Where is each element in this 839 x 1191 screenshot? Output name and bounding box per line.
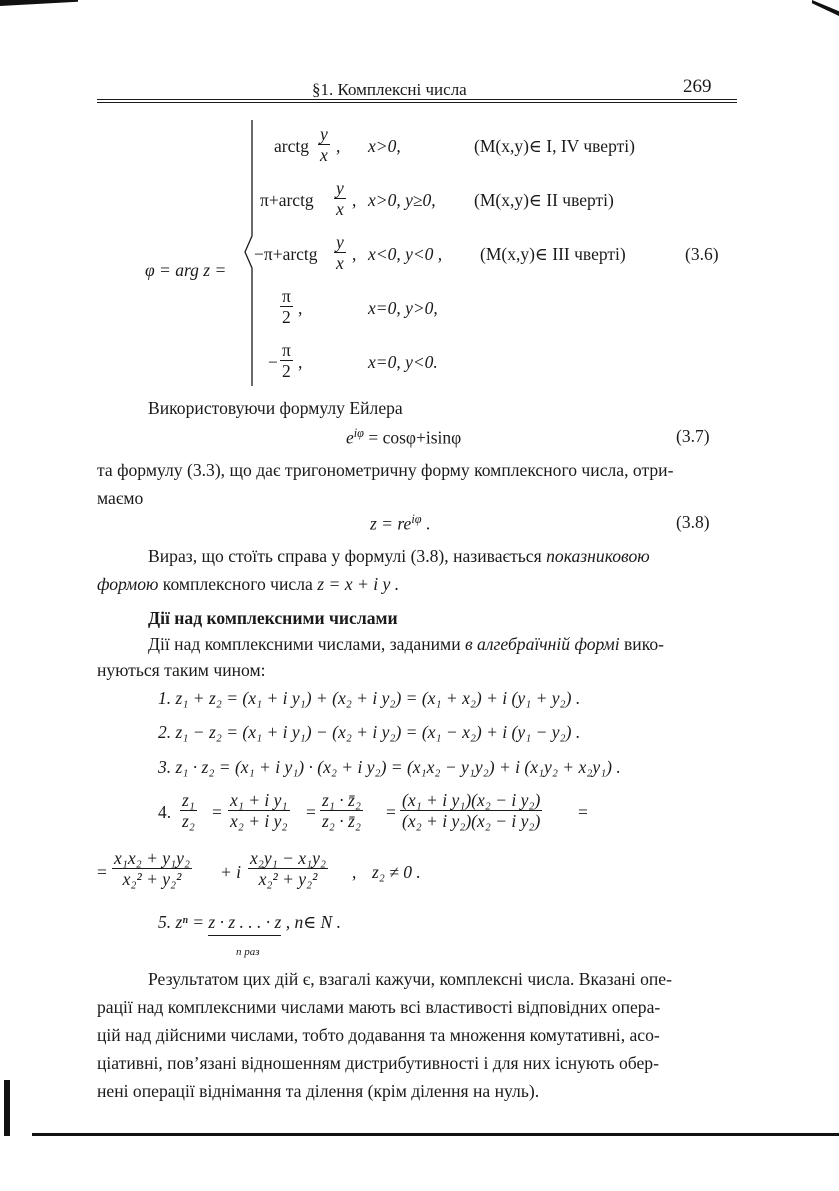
header-rule bbox=[97, 99, 737, 100]
case5-condition: x=0, y<0. bbox=[368, 352, 438, 372]
case5-frac-den: 2 bbox=[282, 361, 291, 382]
case5-frac-num: π bbox=[282, 340, 291, 360]
op4-frac3-den: z₂ · z̄₂ bbox=[322, 811, 361, 832]
op4-cont-frac2-den: x₂² + y₂² bbox=[258, 869, 318, 890]
case5-comma: , bbox=[298, 352, 303, 372]
eq37-exponent: iφ bbox=[353, 426, 364, 440]
case3-frac-den: x bbox=[336, 253, 344, 274]
case1-quadrant: (M(x,y)∈ I, IV чверті) bbox=[474, 136, 635, 156]
eq38-lhs: z = re bbox=[370, 513, 412, 534]
case2-frac-den: x bbox=[336, 199, 344, 220]
case4-frac-num: π bbox=[282, 286, 291, 306]
case3-comma: , bbox=[352, 244, 357, 264]
case3-condition: x<0, y<0 , bbox=[368, 244, 443, 264]
scan-mark-left bbox=[4, 1080, 10, 1136]
section-heading: Дії над комплексними числами bbox=[148, 608, 398, 628]
eq37-formula bbox=[346, 426, 461, 449]
case2-func: π+arctg bbox=[260, 190, 314, 210]
op4-frac1-num: z₁ bbox=[182, 790, 195, 810]
case4-condition: x=0, y>0, bbox=[368, 298, 438, 318]
eq38-number: (3.8) bbox=[676, 512, 710, 532]
op4-eq3: = bbox=[386, 802, 396, 822]
operation-multiplication: 3. z₁ · z₂ = (x₁ + i y₁) · (x₂ + i y₂) = (x₁x₂ − y₁y₂) + i (x₁y₂ + x₂y₁) . bbox=[158, 757, 621, 777]
op5-underbrace-label: n раз bbox=[236, 946, 260, 958]
ops-intro-line1-italic: в алгебраїчній формі bbox=[465, 634, 620, 654]
header-rule-second bbox=[97, 102, 737, 103]
case5-minus: − bbox=[268, 352, 278, 372]
exp-form-line1 bbox=[148, 542, 650, 570]
case1-comma: , bbox=[336, 136, 341, 156]
op4-eq1: = bbox=[212, 802, 222, 822]
eq36-number: (3.6) bbox=[685, 244, 719, 264]
eq38-dot: . bbox=[421, 513, 431, 534]
op4-cont-eq: = bbox=[97, 862, 107, 882]
exp-form-line2-italic: формою bbox=[97, 574, 159, 594]
op4-frac4 bbox=[400, 790, 542, 831]
case4-frac-den: 2 bbox=[282, 307, 291, 328]
paragraph-trig-line1: та формулу (3.3), що дає тригонометричну форму комплексного числа, отри- bbox=[97, 460, 674, 480]
case5-frac bbox=[280, 340, 293, 381]
page-number: 269 bbox=[683, 76, 712, 97]
op4-label: 4. bbox=[158, 802, 172, 822]
op4-eq2: = bbox=[306, 802, 316, 822]
conclusion-line4: ціативні, пов’язані відношенням дистрибутивності і для них існують обер- bbox=[97, 1053, 659, 1073]
case1-condition: x>0, bbox=[368, 136, 401, 156]
scan-mark-top-left bbox=[0, 0, 78, 6]
scan-mark-top-right bbox=[812, 0, 839, 16]
running-title: §1. Комплексні числа bbox=[312, 80, 467, 99]
eq38-exponent: iφ bbox=[411, 512, 422, 526]
ops-intro-line1-end: вико- bbox=[619, 634, 665, 654]
op5-formula bbox=[158, 912, 341, 936]
op4-cont-comma: , bbox=[352, 862, 357, 882]
ops-intro-line1 bbox=[148, 630, 664, 658]
op5-product: z · z . . . · z bbox=[208, 912, 281, 936]
ops-intro-line2: нуються таким чином: bbox=[97, 660, 266, 680]
exp-form-line2 bbox=[97, 570, 399, 598]
paragraph-euler-intro: Використовуючи формулу Ейлера bbox=[148, 398, 403, 418]
case2-quadrant: (M(x,y)∈ II чверті) bbox=[474, 190, 614, 210]
case2-frac-num: y bbox=[336, 178, 344, 198]
op4-frac1-den: z₂ bbox=[182, 811, 195, 832]
op4-cont-plus-i: + i bbox=[220, 862, 242, 882]
ops-intro-line1-text: Дії над комплексними числами, заданими bbox=[148, 634, 466, 654]
op4-frac3 bbox=[320, 790, 363, 831]
op4-eq4: = bbox=[578, 802, 588, 822]
eq38-formula bbox=[370, 512, 430, 535]
conclusion-line2: рації над комплексними числами мають всі властивості відповідних опера- bbox=[97, 997, 661, 1017]
op5-lhs: 5. zⁿ = bbox=[158, 912, 209, 932]
op4-cont-frac1-num: x₁x₂ + y₁y₂ bbox=[114, 848, 190, 868]
exp-form-line1-text: Вираз, що стоїть справа у формулі (3.8), називається bbox=[148, 546, 547, 566]
conclusion-line1: Результатом цих дій є, взагалі кажучи, комплексні числа. Вказані опе- bbox=[148, 969, 672, 989]
op4-cont-frac1-den: x₂² + y₂² bbox=[122, 869, 182, 890]
op4-frac1 bbox=[180, 790, 197, 831]
op4-cont-frac1 bbox=[112, 848, 192, 889]
case3-frac-num: y bbox=[336, 232, 344, 252]
case3-quadrant: (M(x,y)∈ III чверті) bbox=[480, 244, 626, 264]
exp-form-line1-italic: показниковою bbox=[546, 546, 650, 566]
case2-comma: , bbox=[352, 190, 357, 210]
op4-frac3-num: z₁ · z̄₂ bbox=[322, 790, 361, 810]
paragraph-trig-line2: маємо bbox=[97, 488, 144, 508]
eq37-rest: = cosφ+isinφ bbox=[363, 427, 462, 448]
eq37-number: (3.7) bbox=[676, 426, 710, 446]
op4-frac2-den: x₂ + i y₂ bbox=[230, 811, 288, 832]
case1-frac-den: x bbox=[320, 145, 328, 166]
operation-addition: 1. z₁ + z₂ = (x₁ + i y₁) + (x₂ + i y₂) = (x₁ + x₂) + i (y₁ + y₂) . bbox=[158, 688, 581, 708]
case3-func: −π+arctg bbox=[254, 244, 318, 264]
eq37-e: e bbox=[346, 427, 354, 448]
case1-frac-num: y bbox=[320, 124, 328, 144]
exp-form-line2-math: z = x + i y . bbox=[317, 574, 400, 594]
op4-cont-frac2 bbox=[248, 848, 328, 889]
operation-subtraction: 2. z₁ − z₂ = (x₁ + i y₁) − (x₂ + i y₂) = (x₁ − x₂) + i (y₁ − y₂) . bbox=[158, 722, 581, 742]
exp-form-line2-text: комплексного числа bbox=[158, 574, 318, 594]
case3-frac bbox=[334, 232, 346, 273]
case4-frac bbox=[280, 286, 293, 327]
op4-frac4-num: (x₁ + i y₁)(x₂ − i y₂) bbox=[402, 790, 541, 810]
case2-frac bbox=[334, 178, 346, 219]
op5-condition: , n∈ N . bbox=[281, 912, 341, 932]
case2-condition: x>0, y≥0, bbox=[368, 190, 436, 210]
conclusion-line5: нені операції віднімання та ділення (крім ділення на нуль). bbox=[97, 1081, 540, 1101]
op4-frac2 bbox=[228, 790, 290, 831]
case4-comma: , bbox=[298, 298, 303, 318]
conclusion-line3: цій над дійсними числами, тобто додавання та множення комутативні, асо- bbox=[97, 1025, 660, 1045]
op4-frac2-num: x₁ + i y₁ bbox=[230, 790, 288, 810]
case1-func: arctg bbox=[274, 136, 309, 156]
op4-cont-frac2-num: x₂y₁ − x₁y₂ bbox=[250, 848, 326, 868]
op4-frac4-den: (x₂ + i y₂)(x₂ − i y₂) bbox=[402, 811, 541, 832]
scan-line-bottom bbox=[32, 1133, 839, 1136]
case1-frac bbox=[318, 124, 330, 165]
eq36-lhs: φ = arg z = bbox=[145, 260, 227, 280]
op4-condition: z₂ ≠ 0 . bbox=[372, 862, 421, 882]
